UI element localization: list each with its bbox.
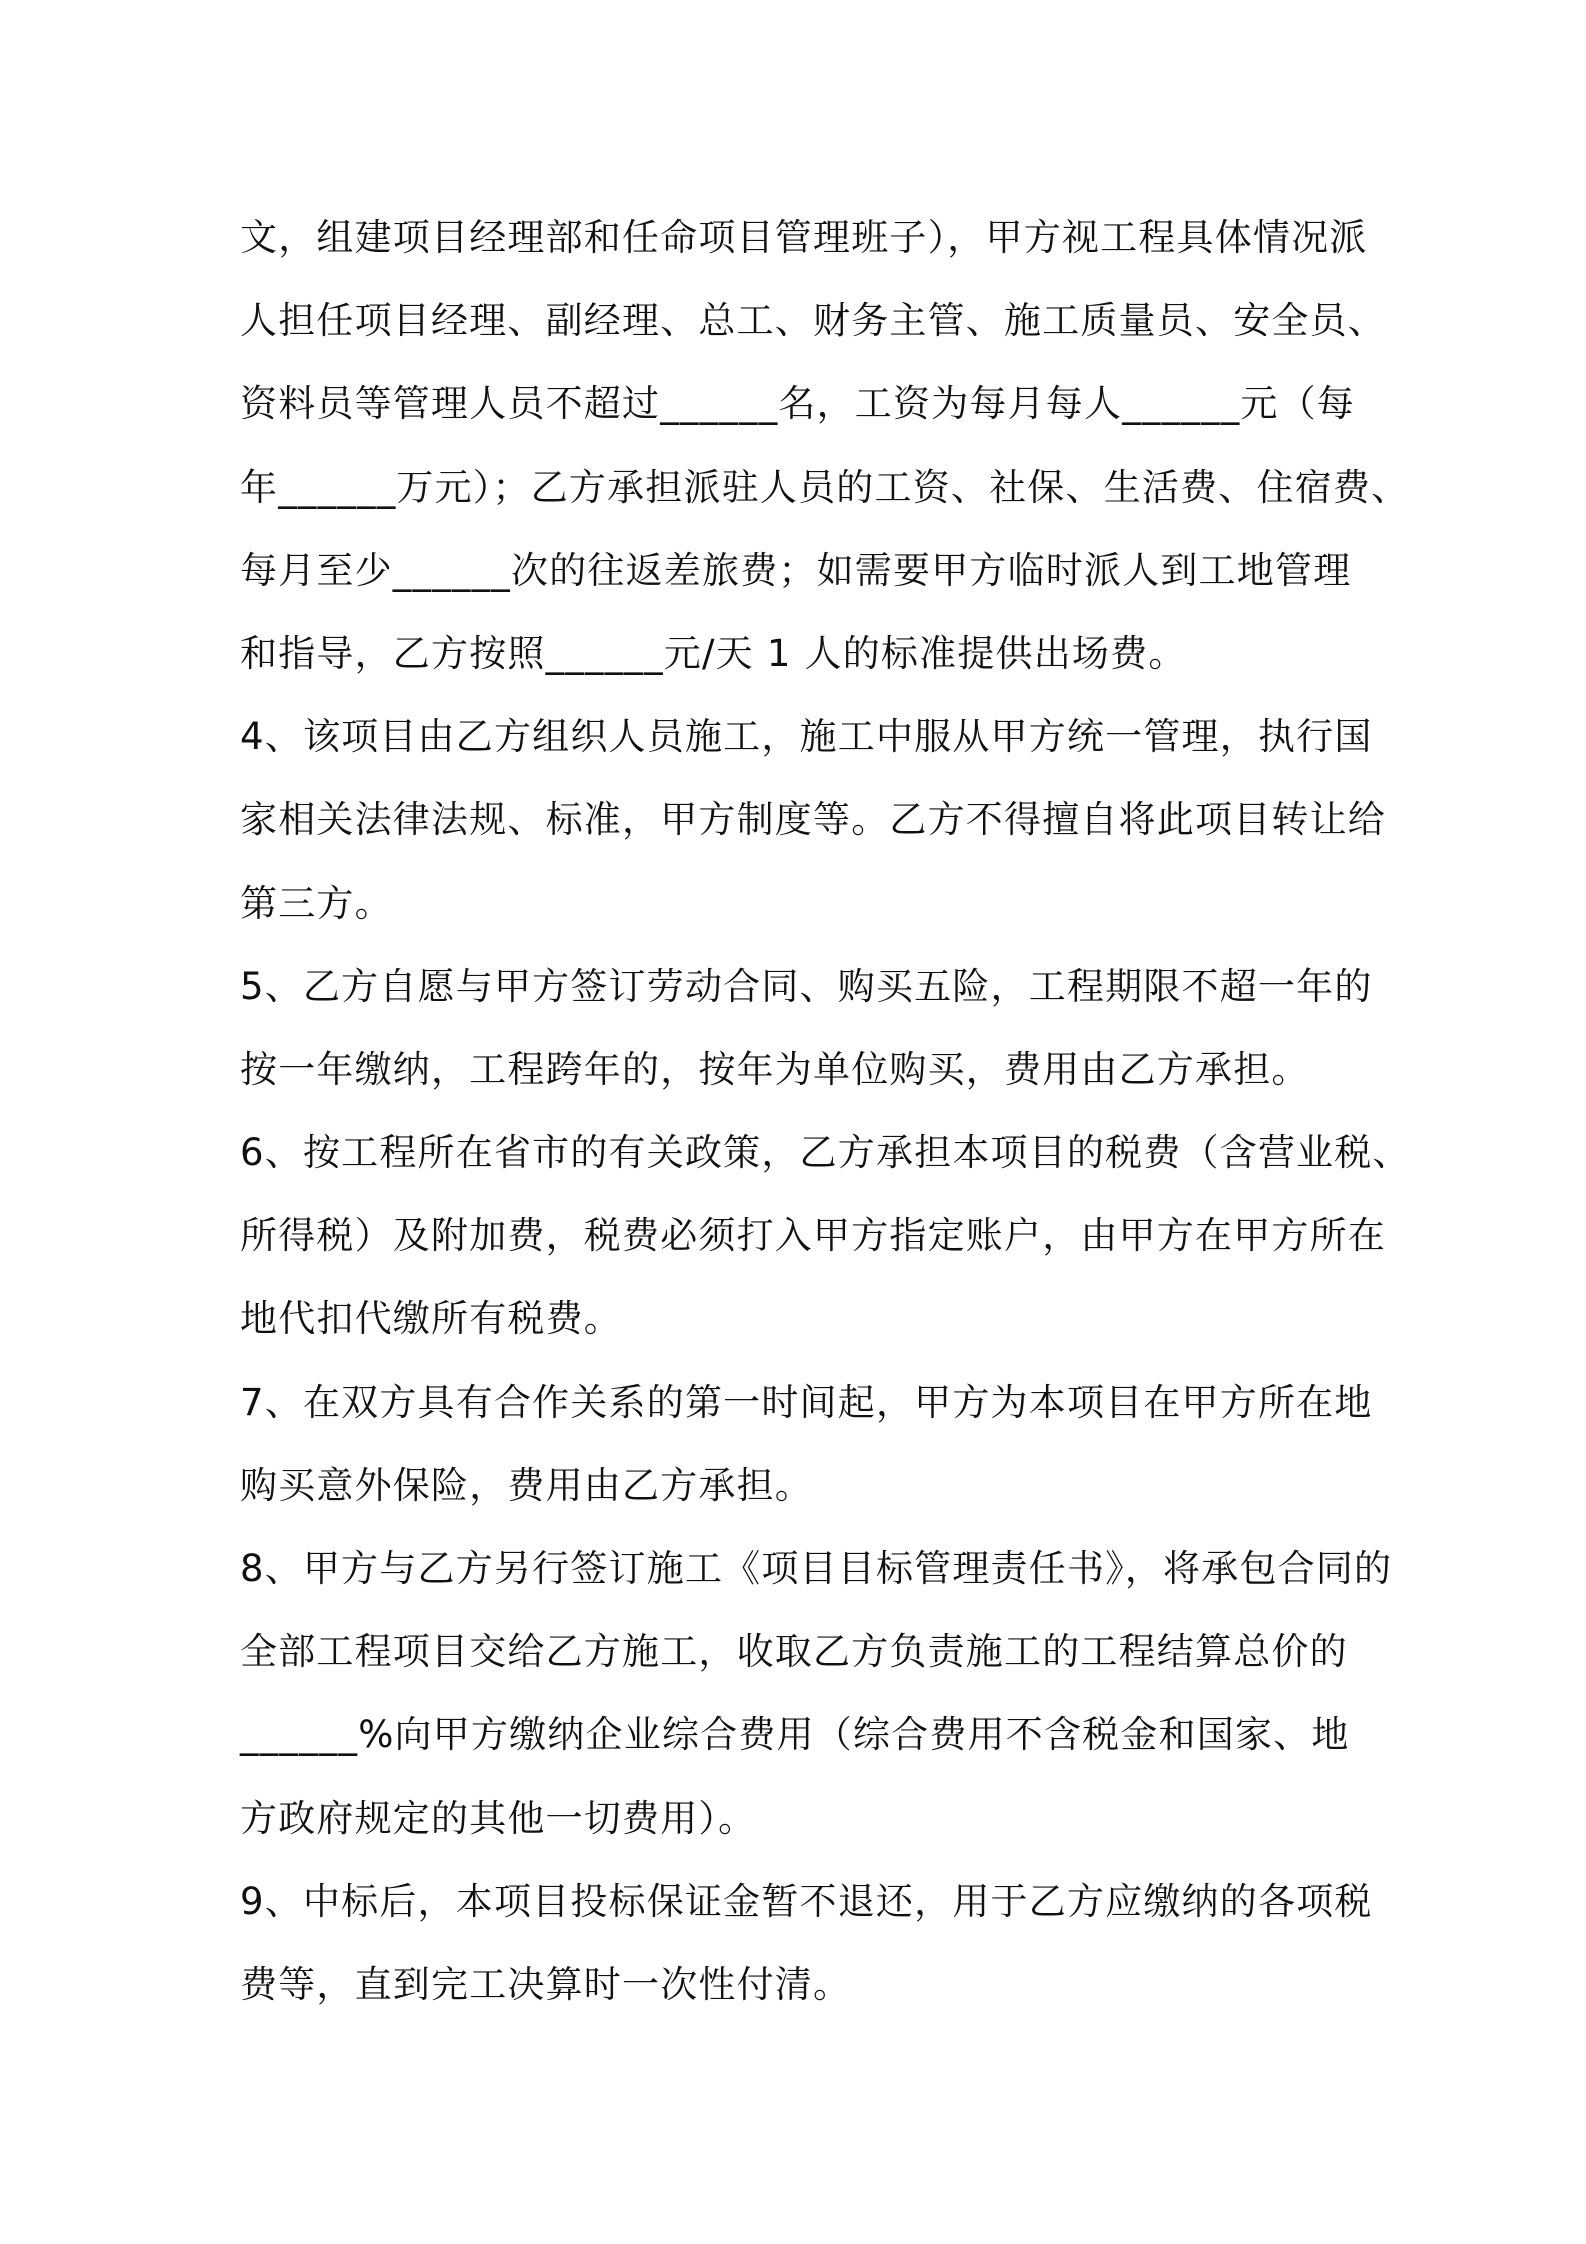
text-line: ______%向甲方缴纳企业综合费用（综合费用不含税金和国家、地: [240, 1713, 1350, 1757]
text-line: 全部工程项目交给乙方施工，收取乙方负责施工的工程结算总价的: [240, 1630, 1348, 1674]
clause-9-line: 9、中标后，本项目投标保证金暂不退还，用于乙方应缴纳的各项税: [240, 1879, 1373, 1923]
text-line: 和指导，乙方按照______元/天 1 人的标准提供出场费。: [240, 631, 1187, 675]
text-line: 费等，直到完工决算时一次性付清。: [240, 1962, 852, 2006]
text-line: 资料员等管理人员不超过______名，工资为每月每人______元（每: [240, 382, 1355, 426]
text-line: 所得税）及附加费，税费必须打入甲方指定账户，由甲方在甲方所在: [240, 1214, 1386, 1258]
text-line: 每月至少______次的往返差旅费；如需要甲方临时派人到工地管理: [240, 548, 1352, 592]
clause-5-line: 5、乙方自愿与甲方签订劳动合同、购买五险，工程期限不超一年的: [240, 964, 1373, 1008]
text-line: 第三方。: [240, 881, 393, 925]
text-line: 方政府规定的其他一切费用）。: [240, 1796, 757, 1840]
document-body: [240, 196, 1411, 2026]
text-line: 文，组建项目经理部和任命项目管理班子），甲方视工程具体情况派: [240, 216, 1368, 259]
text-line: 购买意外保险，费用由乙方承担。: [240, 1463, 813, 1507]
clause-4-line: 4、该项目由乙方组织人员施工，施工中服从甲方统一管理，执行国: [240, 715, 1373, 759]
text-line: 按一年缴纳，工程跨年的，按年为单位购买，费用由乙方承担。: [240, 1047, 1310, 1091]
clause-8-line: 8、甲方与乙方另行签订施工《项目目标管理责任书》，将承包合同的: [240, 1547, 1393, 1590]
clause-7-line: 7、在双方具有合作关系的第一时间起，甲方为本项目在甲方所在地: [240, 1380, 1373, 1424]
text-line: 家相关法律法规、标准，甲方制度等。乙方不得擅自将此项目转让给: [240, 798, 1386, 842]
text-line: 年______万元）；乙方承担派驻人员的工资、社保、生活费、住宿费、: [240, 465, 1410, 509]
text-line: 人担任项目经理、副经理、总工、财务主管、施工质量员、安全员、: [240, 299, 1386, 343]
text-line: 地代扣代缴所有税费。: [240, 1297, 622, 1341]
clause-6-line: 6、按工程所在省市的有关政策，乙方承担本项目的税费（含营业税、: [240, 1131, 1411, 1175]
